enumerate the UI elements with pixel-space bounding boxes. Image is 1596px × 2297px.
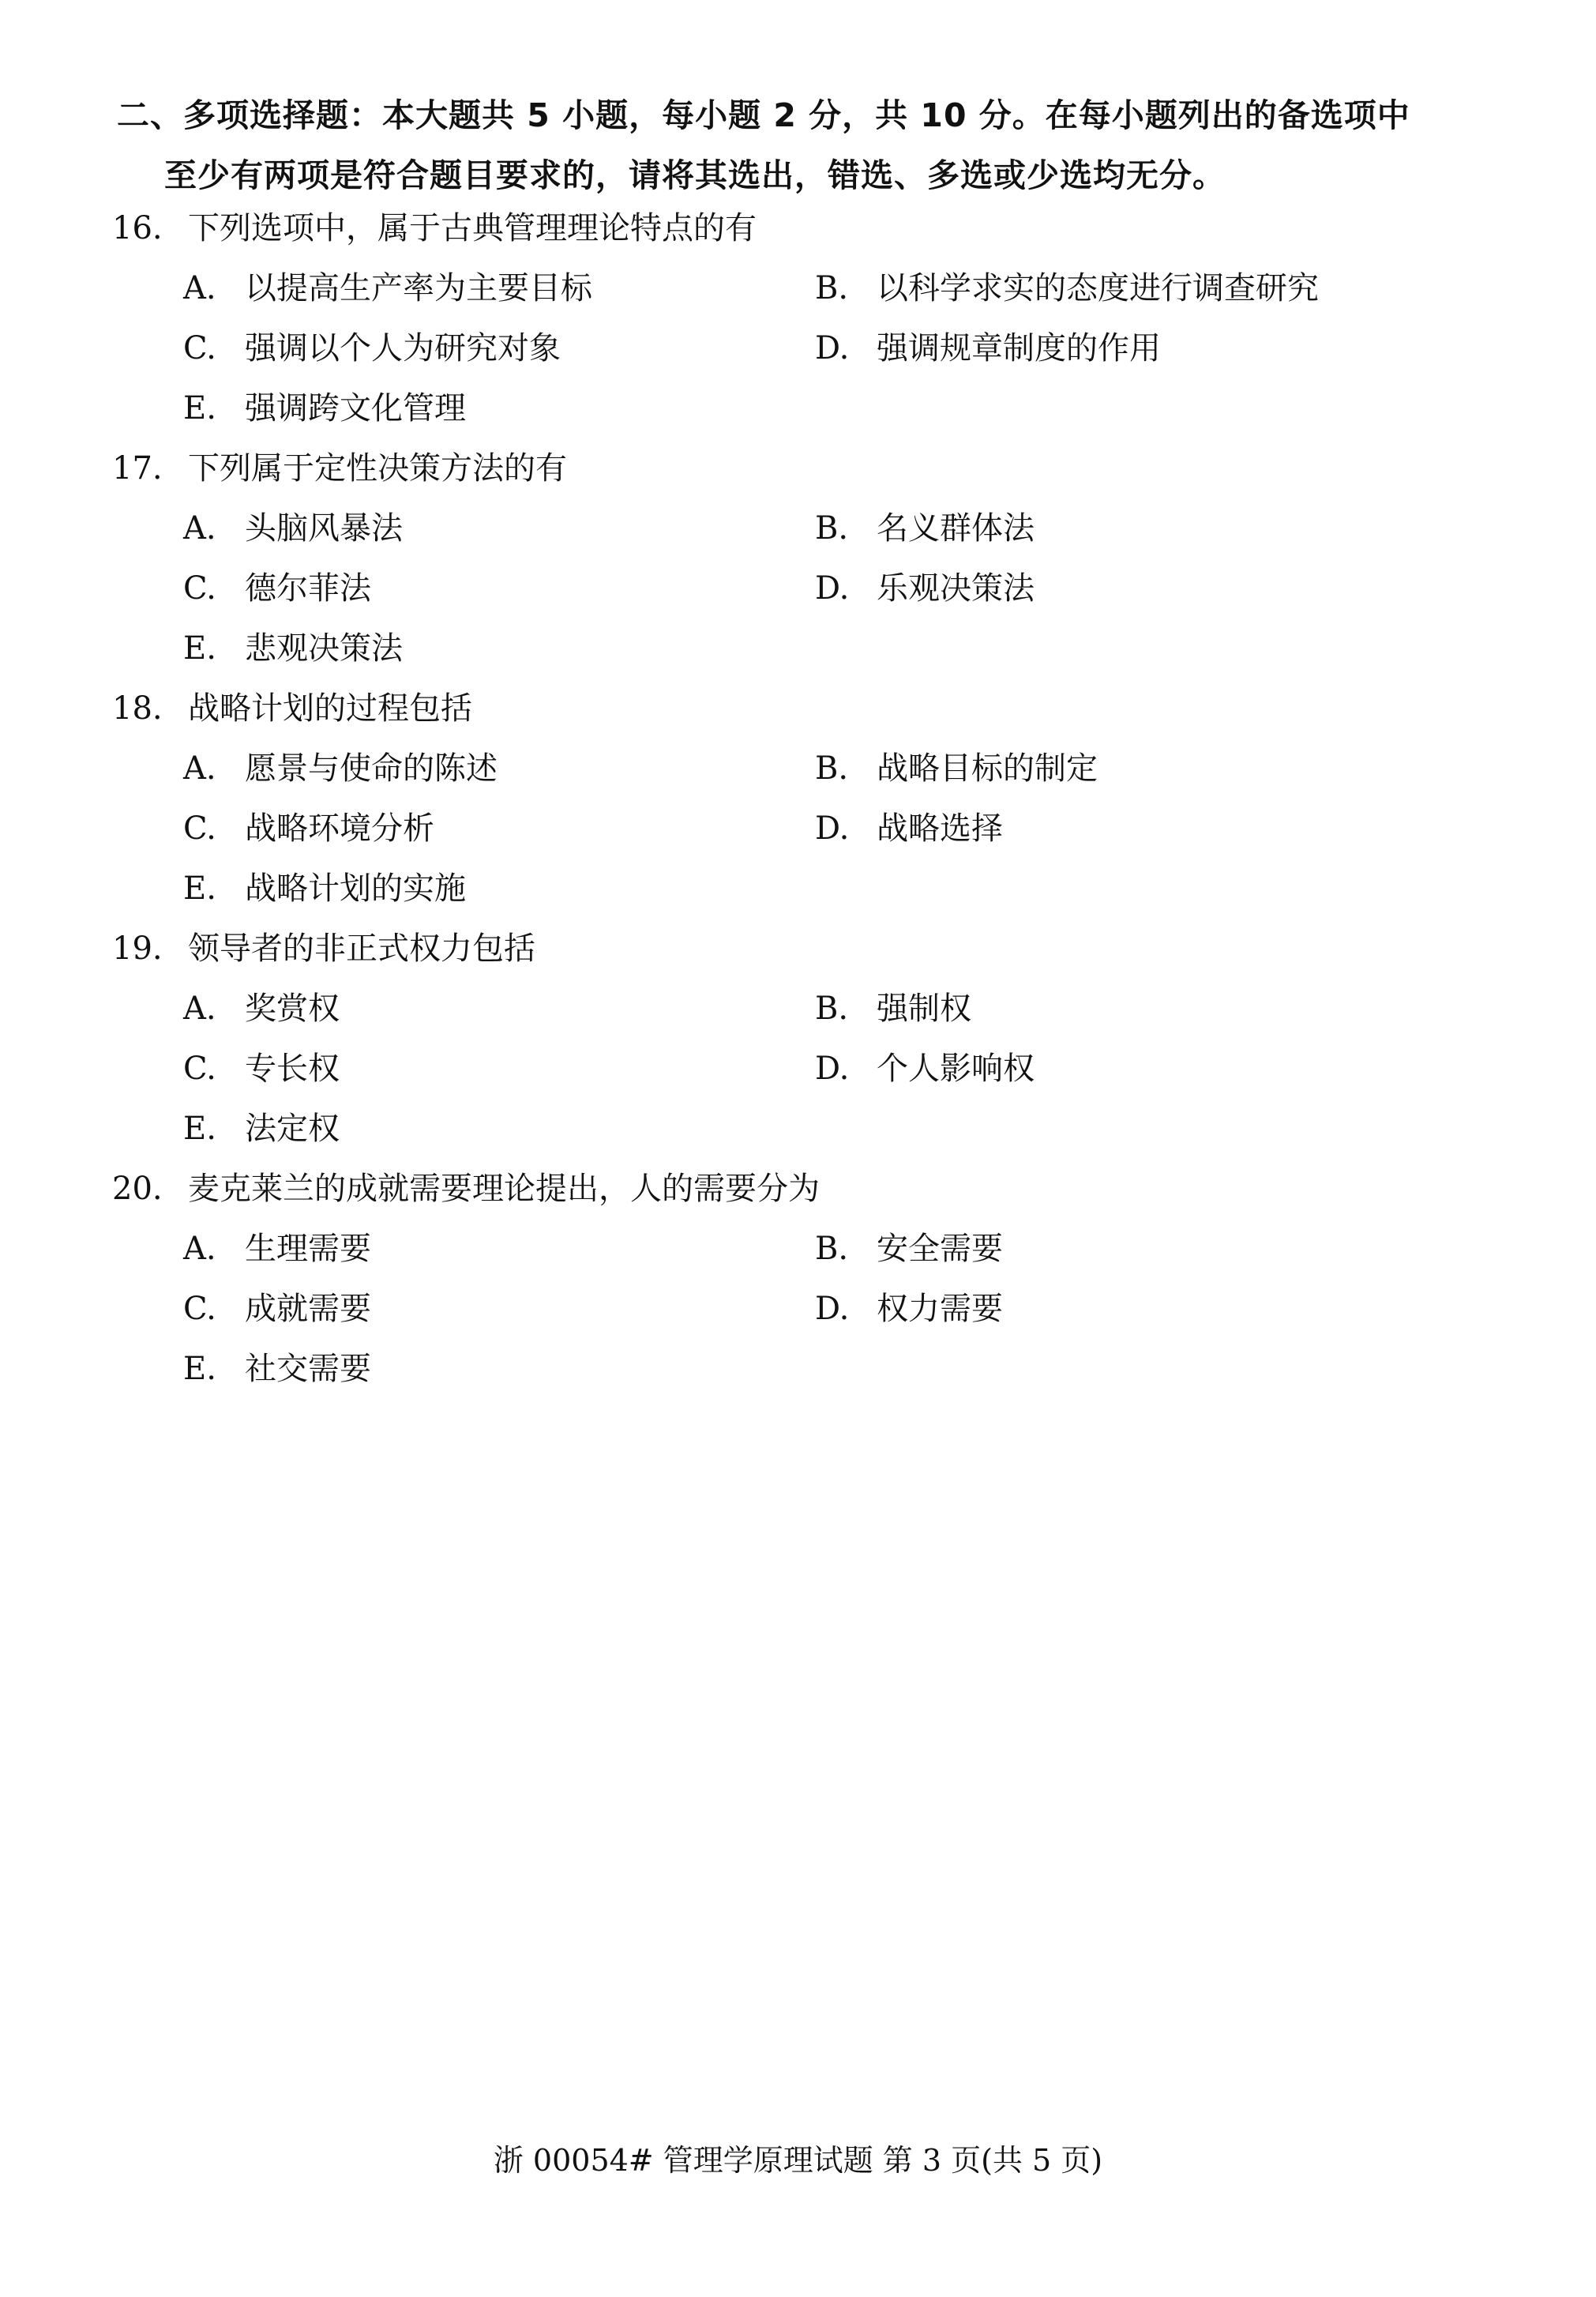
option-d: D. 强调规章制度的作用: [815, 330, 1161, 367]
option-d: D. 战略选择: [815, 810, 1003, 847]
option-list: [112, 739, 1502, 919]
question-text: 麦克莱兰的成就需要理论提出，人的需要分为: [188, 1171, 820, 1207]
question-text: 领导者的非正式权力包括: [188, 930, 535, 967]
question-stem: [112, 438, 1502, 498]
option-e: E. 法定权: [183, 1111, 340, 1147]
option-d: D. 个人影响权: [815, 1051, 1035, 1087]
question-17: [112, 438, 1502, 679]
option-a: A. 生理需要: [183, 1231, 371, 1267]
option-list: [112, 498, 1502, 679]
section-heading-line-2: 至少有两项是符合题目要求的，请将其选出，错选、多选或少选均无分。: [164, 156, 1226, 194]
question-text: 下列选项中，属于古典管理理论特点的有: [188, 210, 757, 246]
question-16: [112, 198, 1502, 438]
page-footer: 浙 00054# 管理学原理试题 第 3 页(共 5 页): [493, 2143, 1103, 2178]
question-number: 19.: [112, 930, 163, 967]
question-stem: [112, 1159, 1502, 1219]
option-c: C. 战略环境分析: [183, 810, 434, 847]
question-stem: [112, 679, 1502, 739]
question-18: [112, 679, 1502, 919]
option-d: D. 乐观决策法: [815, 570, 1035, 607]
question-20: [112, 1159, 1502, 1399]
question-number: 17.: [112, 450, 163, 487]
option-e: E. 社交需要: [183, 1351, 371, 1387]
option-b: B. 以科学求实的态度进行调查研究: [815, 270, 1319, 306]
option-e: E. 强调跨文化管理: [183, 390, 466, 427]
question-number: 18.: [112, 690, 163, 727]
option-a: A. 以提高生产率为主要目标: [183, 270, 592, 306]
question-stem: [112, 919, 1502, 979]
option-c: C. 强调以个人为研究对象: [183, 330, 561, 367]
option-b: B. 战略目标的制定: [815, 750, 1098, 787]
section-heading-line-1: 二、多项选择题：本大题共 5 小题，每小题 2 分，共 10 分。在每小题列出的备选项中: [117, 96, 1410, 134]
option-list: [112, 258, 1502, 438]
question-stem: [112, 198, 1502, 258]
question-number: 20.: [112, 1171, 163, 1207]
option-b: B. 强制权: [815, 991, 971, 1027]
question-text: 下列属于定性决策方法的有: [188, 450, 567, 487]
option-b: B. 名义群体法: [815, 510, 1035, 547]
option-e: E. 悲观决策法: [183, 630, 403, 667]
section-heading: [117, 85, 1499, 205]
option-c: C. 专长权: [183, 1051, 340, 1087]
option-c: C. 德尔菲法: [183, 570, 371, 607]
question-number: 16.: [112, 210, 163, 246]
option-list: [112, 979, 1502, 1159]
option-a: A. 奖赏权: [183, 991, 340, 1027]
option-c: C. 成就需要: [183, 1291, 371, 1327]
option-a: A. 愿景与使命的陈述: [183, 750, 498, 787]
option-a: A. 头脑风暴法: [183, 510, 403, 547]
question-19: [112, 919, 1502, 1159]
option-b: B. 安全需要: [815, 1231, 1003, 1267]
question-text: 战略计划的过程包括: [188, 690, 472, 727]
option-d: D. 权力需要: [815, 1291, 1003, 1327]
option-e: E. 战略计划的实施: [183, 870, 466, 907]
option-list: [112, 1219, 1502, 1399]
